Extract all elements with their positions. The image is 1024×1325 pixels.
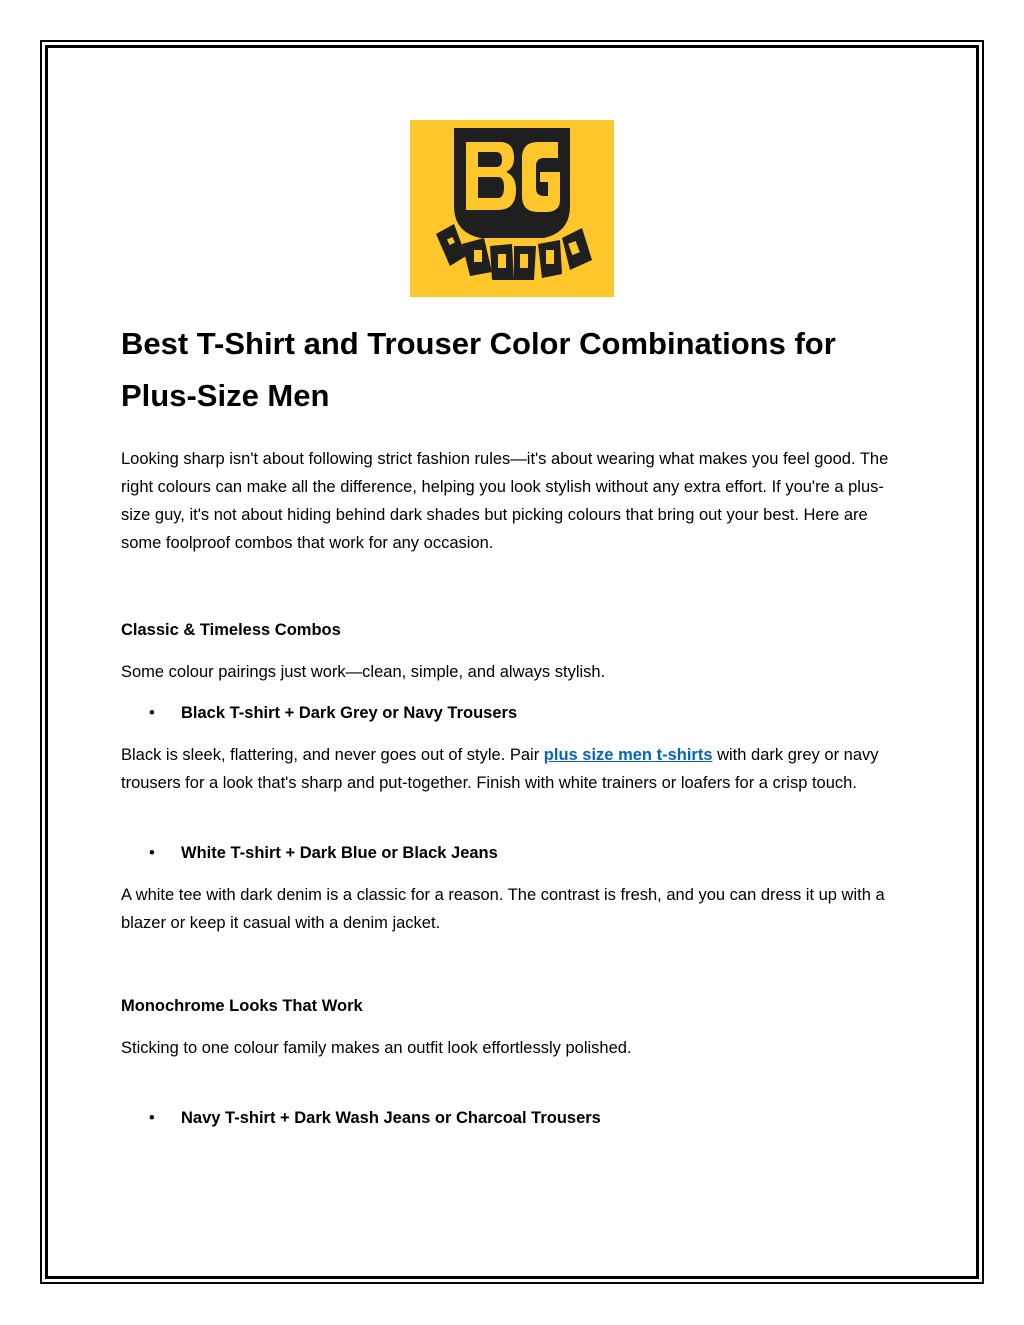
paragraph-text: with dark grey or navy trousers for a look that's sharp and put-together. Finish with white trainers or loafers for a crisp touch. — [121, 746, 879, 792]
big-banana-logo — [410, 120, 614, 297]
article-body — [121, 318, 911, 1132]
title-line-1: Best T-Shirt and Trouser Color Combinations for — [121, 326, 836, 361]
section-heading-monochrome: Monochrome Looks That Work — [121, 997, 363, 1015]
title-line-2: Plus-Size Men — [121, 378, 330, 413]
bullet-icon: • — [149, 1109, 155, 1127]
section-lead-monochrome: Sticking to one colour family makes an outfit look effortlessly polished. — [121, 1039, 632, 1057]
black-tshirt-paragraph — [121, 741, 911, 797]
paragraph-text: Black is sleek, flattering, and never goes out of style. Pair — [121, 746, 544, 764]
list-item-navy-tshirt — [121, 1104, 911, 1132]
list-item-title: Navy T-shirt + Dark Wash Jeans or Charcoal Trousers — [181, 1109, 601, 1127]
plus-size-tshirts-link[interactable]: plus size men t-shirts — [543, 746, 713, 764]
list-item-title: Black T-shirt + Dark Grey or Navy Trousers — [181, 704, 518, 722]
bullet-icon: • — [149, 704, 155, 722]
section-heading-classic: Classic & Timeless Combos — [121, 621, 341, 639]
intro-paragraph: Looking sharp isn't about following strict fashion rules—it's about wearing what makes you feel good. The right colours can make all the difference, helping you look stylish without any extra effort. If you're a plus-size guy, it's not about hiding behind dark shades but picking colours that bring out your best. Here are some foolproof combos that work for any occasion. — [121, 450, 889, 552]
article-title — [121, 318, 911, 422]
list-item-white-tshirt — [121, 839, 911, 867]
list-item-title: White T-shirt + Dark Blue or Black Jeans — [181, 844, 498, 862]
section-monochrome — [121, 992, 911, 1132]
bullet-icon: • — [149, 844, 155, 862]
section-lead-classic: Some colour pairings just work—clean, simple, and always stylish. — [121, 663, 606, 681]
list-item-black-tshirt — [121, 699, 911, 727]
white-tshirt-paragraph: A white tee with dark denim is a classic for a reason. The contrast is fresh, and you can dress it up with a blazer or keep it casual with a denim jacket. — [121, 886, 885, 932]
section-classic — [121, 616, 911, 937]
